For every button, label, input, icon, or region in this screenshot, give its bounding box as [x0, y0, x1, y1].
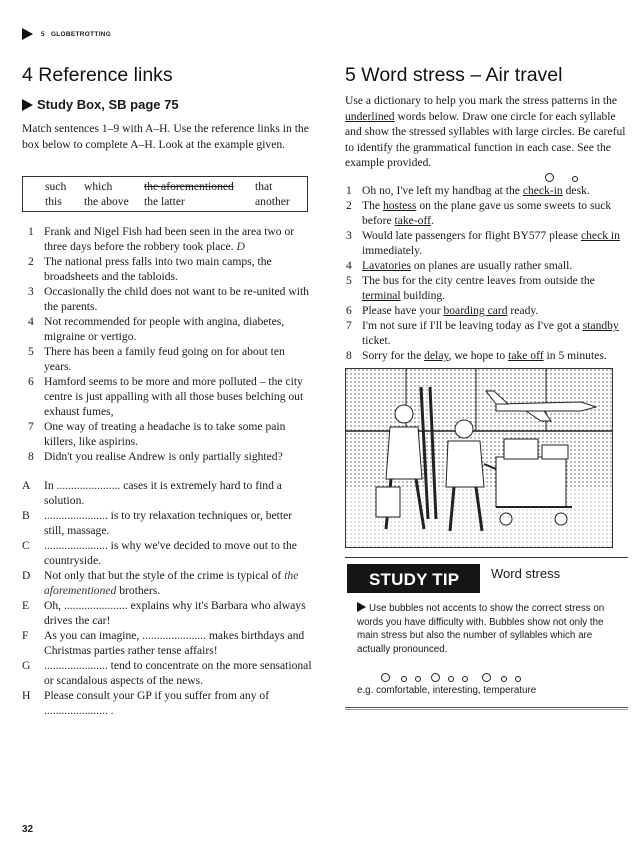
item-text: Please have your: [362, 304, 444, 317]
answer-blank[interactable]: ......................: [44, 704, 108, 717]
section-5-instructions: [345, 93, 630, 171]
arrow-icon: [357, 602, 366, 612]
sentence-item: [22, 314, 310, 344]
underlined-word: hostess: [382, 199, 417, 212]
sentence-item: [22, 254, 310, 284]
instr-text: words below. Draw one circle for each syllable and show the stressed syllables with large circles. Be careful to identify the grammatical function in each case. See the example provided.: [345, 109, 626, 169]
item-text: , we hope to: [448, 349, 509, 362]
answer-blank[interactable]: ......................: [44, 509, 108, 522]
bubble-large: [431, 673, 440, 682]
item-number: 7: [28, 420, 34, 433]
unit-number: 5: [41, 30, 45, 38]
reference-words-box: [22, 176, 308, 212]
box-word-crossed: the aforementioned: [144, 180, 234, 193]
stress-item: [340, 198, 632, 228]
item-text: immediately.: [362, 244, 423, 257]
item-number: 6: [28, 375, 34, 388]
play-arrow-icon: [22, 28, 33, 40]
section-4-heading: 4 Reference links: [22, 64, 173, 86]
sentence-item: [22, 224, 310, 254]
item-number: 1: [28, 225, 34, 238]
item-text: desk.: [562, 184, 590, 197]
stress-item: [340, 303, 632, 318]
box-word: the latter: [144, 195, 185, 208]
bubble-small: [515, 676, 521, 682]
sentence-item: [22, 419, 310, 449]
bubble-small: [501, 676, 507, 682]
item-text: Hamford seems to be more and more polluted – the city centre is just appalling with all those buses belching out exhaust fumes,: [44, 375, 304, 418]
item-number: 8: [346, 349, 352, 362]
item-text: in 5 minutes.: [543, 349, 607, 362]
box-word: the above: [84, 195, 129, 208]
example-answer: the aforementioned: [44, 569, 299, 597]
item-number: 1: [346, 184, 352, 197]
item-text: The national press falls into two main camps, the broadsheets and the tabloids.: [44, 255, 272, 283]
item-letter: G: [22, 659, 31, 672]
item-number: 7: [346, 319, 352, 332]
stress-item: [340, 318, 632, 348]
item-text: Would late passengers for flight BY577 please: [362, 229, 581, 242]
item-text: makes birthdays and Christmas parties rather tense affairs!: [44, 629, 305, 657]
stress-circle-small: [572, 176, 578, 182]
stress-item: [340, 183, 632, 198]
answer-blank[interactable]: ......................: [142, 629, 206, 642]
item-text: Occasionally the child does not want to be re-united with the parents.: [44, 285, 309, 313]
item-text: cases it is extremely hard to find a solution.: [44, 479, 282, 507]
completion-item: [22, 598, 312, 628]
section-5-heading: 5 Word stress – Air travel: [345, 64, 563, 86]
item-text: Didn't you realise Andrew is only partially sighted?: [44, 450, 283, 463]
item-text: tend to concentrate on the more sensational or scandalous aspects of the news.: [44, 659, 312, 687]
item-letter: D: [22, 569, 31, 582]
study-tip-title: Word stress: [491, 566, 561, 581]
item-number: 4: [346, 259, 352, 272]
answer-blank[interactable]: ......................: [63, 599, 128, 612]
box-word: which: [84, 180, 113, 193]
item-text: Sorry for the: [362, 349, 425, 362]
unit-title: GLOBETROTTING: [50, 30, 112, 38]
item-text: building.: [400, 289, 446, 302]
sentence-item: [22, 344, 310, 374]
item-text: on planes are usually rather small.: [410, 259, 573, 272]
item-letter: B: [22, 509, 30, 522]
bubble-small: [415, 676, 421, 682]
item-text: In: [44, 479, 57, 492]
item-number: 3: [346, 229, 352, 242]
item-letter: A: [22, 479, 31, 492]
underlined-word: check in: [580, 229, 620, 242]
item-text: One way of treating a headache is to take some pain killers, like aspirins.: [44, 420, 286, 448]
item-text: Please consult your GP if you suffer from any of: [44, 689, 270, 702]
stress-item: [340, 273, 632, 303]
item-text: Not only that but the style of the crime is typical of: [44, 569, 285, 582]
completion-item: [22, 478, 312, 508]
stress-item: [340, 228, 632, 258]
item-number: 2: [346, 199, 352, 212]
item-text: explains why it's Barbara who always drives the car!: [44, 599, 306, 627]
bubble-small: [462, 676, 468, 682]
underlined-word: Lavatories: [362, 259, 411, 272]
study-tip-body: [357, 602, 625, 656]
item-letter: F: [22, 629, 29, 642]
item-letter: H: [22, 689, 31, 702]
item-number: 4: [28, 315, 34, 328]
stress-circle-large: [545, 173, 554, 182]
stress-item: [340, 348, 632, 363]
completion-list: [22, 478, 312, 718]
item-text: is why we've decided to move out to the countryside.: [44, 539, 297, 567]
example-answer: D: [236, 240, 245, 253]
completion-item: [22, 658, 312, 688]
underlined-word: standby: [582, 319, 619, 332]
completion-item: [22, 508, 312, 538]
item-text: .: [431, 214, 434, 227]
instr-underlined: underlined: [345, 109, 395, 123]
answer-blank[interactable]: ......................: [56, 479, 121, 492]
item-text: on the plane gave us some sweets to suck before: [362, 199, 612, 227]
page-number: 32: [22, 824, 34, 835]
item-number: 3: [28, 285, 34, 298]
running-header: [22, 27, 117, 41]
study-tip-badge: STUDY TIP: [347, 564, 480, 593]
underlined-word: boarding card: [443, 304, 508, 317]
study-tip-example: e.g. comfortable, interesting, temperature: [357, 685, 537, 696]
completion-item: [22, 628, 312, 658]
item-text: There has been a family feud going on for about ten years.: [44, 345, 285, 373]
item-text: is to try relaxation techniques or, better still, massage.: [44, 509, 293, 537]
sentence-item: [22, 284, 310, 314]
study-tip-bottom-rule: [345, 707, 628, 710]
item-text: Frank and Nigel Fish had been seen in the area two or three days before the robbery took place.: [44, 225, 295, 253]
box-word: that: [255, 180, 273, 193]
box-word: such: [45, 180, 67, 193]
stress-item: [340, 258, 632, 273]
study-tip-panel: [345, 557, 628, 709]
item-text: I'm not sure if I'll be leaving today as I've got a: [362, 319, 583, 332]
item-text: The: [362, 199, 383, 212]
item-text: ticket.: [362, 334, 391, 347]
study-tip-text: Use bubbles not accents to show the correct stress on words you have difficulty with. Bubbles show not only the main stress but also the number of syllables which are actually pronounced.: [357, 603, 605, 655]
box-word: this: [45, 195, 62, 208]
bubble-large: [482, 673, 491, 682]
item-number: 2: [28, 255, 34, 268]
item-text: .: [107, 704, 114, 717]
box-word: another: [255, 195, 290, 208]
word-stress-list: [340, 183, 632, 363]
item-letter: E: [22, 599, 30, 612]
sentence-list: [22, 224, 310, 464]
underlined-word: check-in: [522, 184, 563, 197]
item-number: 8: [28, 450, 34, 463]
item-number: 5: [28, 345, 34, 358]
completion-item: [22, 538, 312, 568]
item-text: Oh,: [44, 599, 64, 612]
answer-blank[interactable]: ......................: [44, 539, 108, 552]
instr-text: Use a dictionary to help you mark the stress patterns in the: [345, 94, 618, 107]
item-text: Oh no, I've left my handbag at the: [362, 184, 523, 197]
completion-item: [22, 568, 312, 598]
underlined-word: terminal: [362, 289, 401, 302]
underlined-word: take off: [508, 349, 544, 362]
underlined-word: delay: [424, 349, 449, 362]
bubble-large: [381, 673, 390, 682]
section-4-instructions: Match sentences 1–9 with A–H. Use the reference links in the box below to complete A–H. Look at the example given.: [22, 122, 309, 151]
bubble-small: [401, 676, 407, 682]
sentence-item: [22, 374, 310, 419]
item-number: 5: [346, 274, 352, 287]
item-number: 6: [346, 304, 352, 317]
item-text: Not recommended for people with angina, diabetes, migraine or vertigo.: [44, 315, 285, 343]
item-text: ready.: [507, 304, 539, 317]
study-box-label: Study Box, SB page 75: [37, 97, 179, 112]
item-text: brothers.: [116, 584, 161, 597]
airport-illustration: [345, 368, 613, 548]
item-text: As you can imagine,: [44, 629, 143, 642]
answer-blank[interactable]: ......................: [44, 659, 108, 672]
sentence-item: [22, 449, 310, 464]
underlined-word: take-off: [394, 214, 431, 227]
completion-item: [22, 688, 312, 718]
item-text: The bus for the city centre leaves from outside the: [362, 274, 595, 287]
bubble-small: [448, 676, 454, 682]
item-letter: C: [22, 539, 30, 552]
arrow-icon: [22, 99, 33, 111]
study-box-reference: [22, 97, 179, 112]
